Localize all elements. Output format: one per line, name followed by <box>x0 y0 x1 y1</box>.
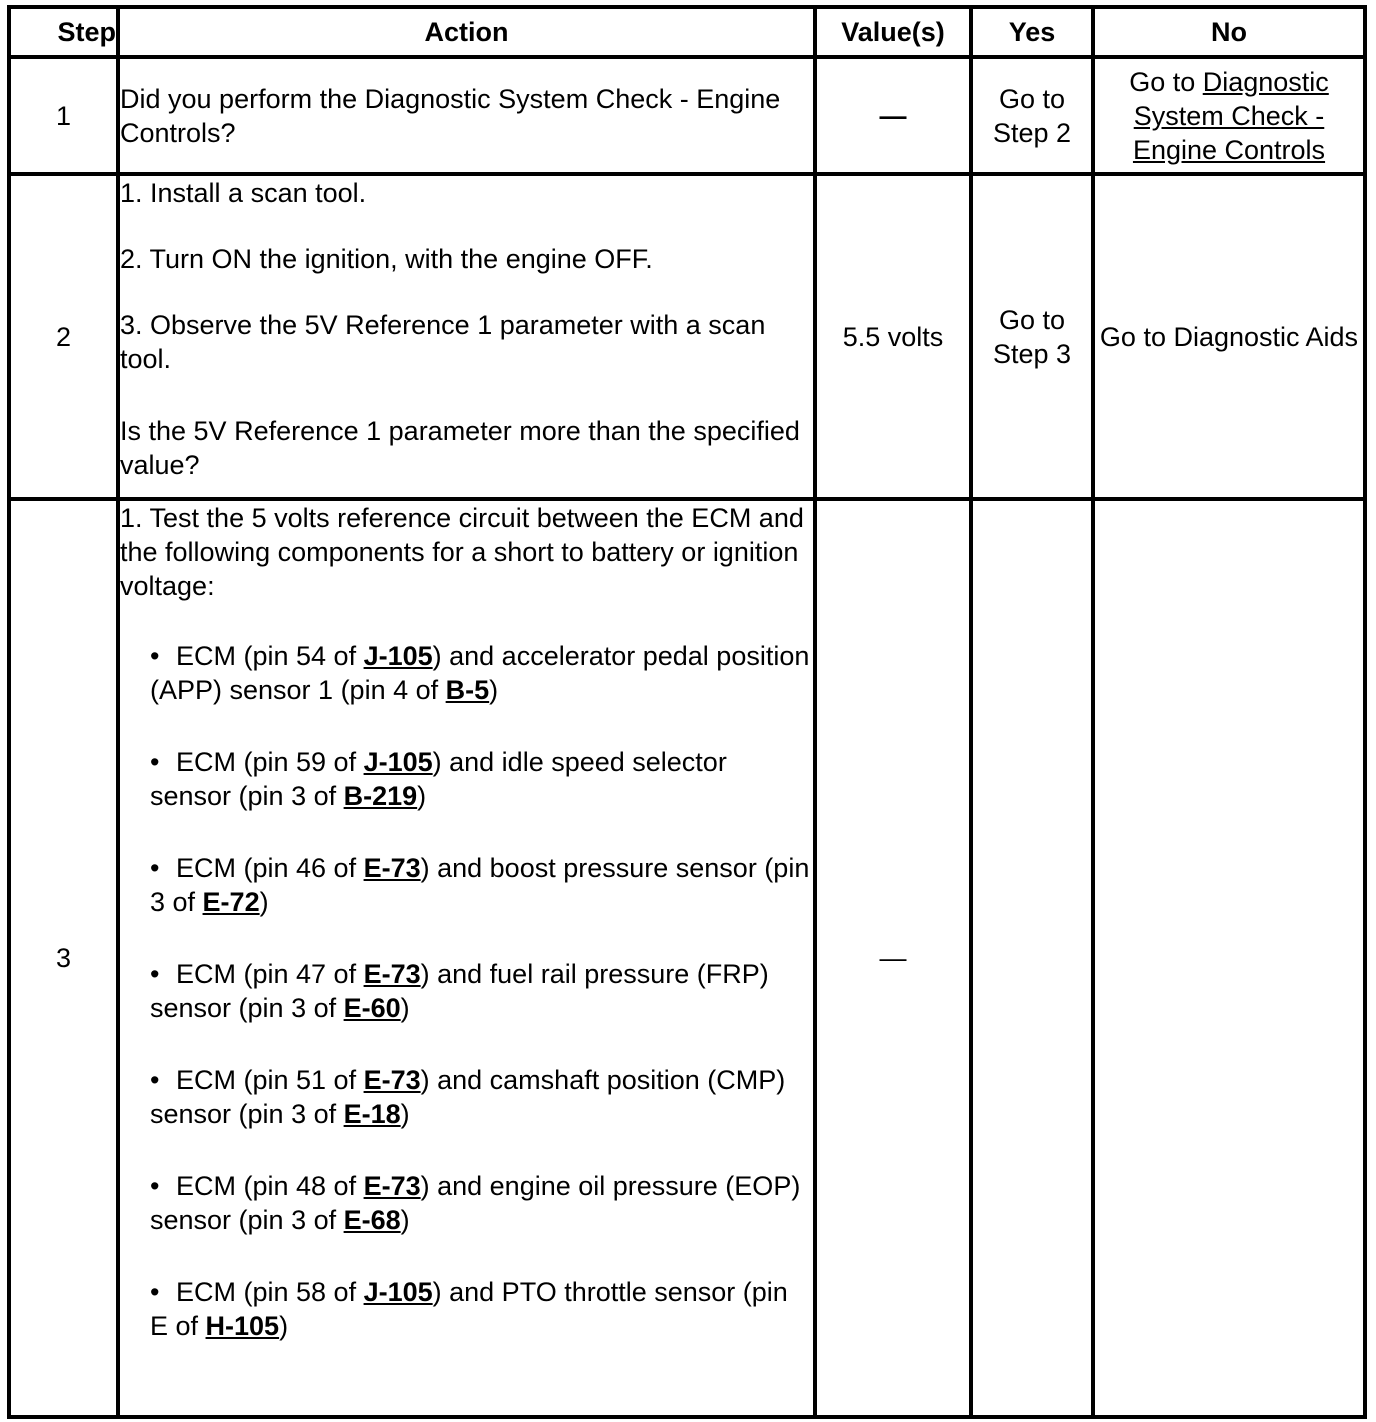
bullet-text: ) <box>259 887 269 917</box>
component-list-item <box>150 745 813 813</box>
step-number: 1 <box>9 57 118 174</box>
connector-ref-link[interactable]: J-105 <box>363 747 433 777</box>
connector-ref-link[interactable]: J-105 <box>363 641 433 671</box>
header-yes: Yes <box>971 7 1093 57</box>
bullet-text: ECM (pin 46 of <box>176 853 364 883</box>
component-list-item <box>150 1275 813 1343</box>
component-list-item <box>150 639 813 707</box>
connector-ref-link[interactable]: H-105 <box>205 1311 280 1341</box>
action-step-1: 1. Install a scan tool. <box>120 178 367 208</box>
bullet-text: ) <box>400 1205 410 1235</box>
action-intro: 1. Test the 5 volts reference circuit between the ECM and the following components for a short to battery or ignition voltage: <box>120 503 804 601</box>
header-step: Step <box>9 7 118 57</box>
action-text: Did you perform the Diagnostic System Check - Engine Controls? <box>120 83 781 148</box>
table-row <box>9 57 1365 174</box>
diagnostic-table <box>7 5 1367 1419</box>
bullet-icon: • <box>150 853 160 883</box>
bullet-text: ) and fuel rail pressure (FRP) sensor (pin 3 of <box>150 959 769 1023</box>
bullet-text: ) and PTO throttle sensor (pin E of <box>150 1277 788 1341</box>
no-prefix: Go to <box>1129 66 1203 97</box>
header-no: No <box>1093 7 1365 57</box>
header-row <box>9 7 1365 57</box>
diagnostic-system-check-link[interactable]: Diagnostic System Check - Engine Controls <box>1132 66 1329 165</box>
value-cell: — <box>815 499 971 1417</box>
action-step-2: 2. Turn ON the ignition, with the engine OFF. <box>120 244 653 274</box>
bullet-text: ) <box>400 1099 410 1129</box>
connector-ref-link[interactable]: E-73 <box>363 1065 421 1095</box>
yes-cell: Go to Step 2 <box>971 57 1093 174</box>
bullet-icon: • <box>150 1065 160 1095</box>
bullet-text: ) <box>400 993 410 1023</box>
bullet-text: ECM (pin 47 of <box>176 959 364 989</box>
bullet-text: ) and accelerator pedal position (APP) sensor 1 (pin 4 of <box>150 641 810 705</box>
table-row <box>9 174 1365 499</box>
bullet-text: ) and camshaft position (CMP) sensor (pin 3 of <box>150 1065 786 1129</box>
no-cell <box>1093 57 1365 174</box>
bullet-text: ECM (pin 59 of <box>176 747 364 777</box>
bullet-text: ) and boost pressure sensor (pin 3 of <box>150 853 810 917</box>
bullet-text: ) and engine oil pressure (EOP) sensor (pin 3 of <box>150 1171 801 1235</box>
component-list-item <box>150 851 813 919</box>
step-number: 2 <box>9 174 118 499</box>
step-number: 3 <box>9 499 118 1417</box>
component-list-item <box>150 1169 813 1237</box>
component-list <box>120 639 813 1343</box>
action-cell <box>118 499 815 1417</box>
bullet-icon: • <box>150 641 160 671</box>
action-cell <box>118 57 815 174</box>
bullet-icon: • <box>150 1171 160 1201</box>
action-question: Is the 5V Reference 1 parameter more than the specified value? <box>120 416 800 480</box>
table-row <box>9 499 1365 1417</box>
bullet-text: ) <box>489 675 499 705</box>
bullet-text: ) <box>279 1311 289 1341</box>
bullet-text: ) <box>417 781 427 811</box>
connector-ref-link[interactable]: E-73 <box>363 853 421 883</box>
connector-ref-link[interactable]: E-60 <box>343 993 401 1023</box>
no-cell <box>1093 499 1365 1417</box>
yes-cell <box>971 499 1093 1417</box>
connector-ref-link[interactable]: E-73 <box>363 959 421 989</box>
connector-ref-link[interactable]: J-105 <box>363 1277 433 1307</box>
bullet-text: ECM (pin 58 of <box>176 1277 364 1307</box>
bullet-icon: • <box>150 1277 160 1307</box>
connector-ref-link[interactable]: E-68 <box>343 1205 401 1235</box>
component-list-item <box>150 1063 813 1131</box>
value-cell: — <box>815 57 971 174</box>
header-action: Action <box>118 7 815 57</box>
bullet-icon: • <box>150 747 160 777</box>
action-cell <box>118 174 815 499</box>
no-cell: Go to Diagnostic Aids <box>1093 174 1365 499</box>
connector-ref-link[interactable]: E-18 <box>343 1099 401 1129</box>
header-values: Value(s) <box>815 7 971 57</box>
bullet-text: ECM (pin 48 of <box>176 1171 364 1201</box>
connector-ref-link[interactable]: E-73 <box>363 1171 421 1201</box>
bullet-text: ) and idle speed selector sensor (pin 3 of <box>150 747 727 811</box>
action-step-3: 3. Observe the 5V Reference 1 parameter with a scan tool. <box>120 310 766 374</box>
bullet-icon: • <box>150 959 160 989</box>
yes-cell: Go to Step 3 <box>971 174 1093 499</box>
connector-ref-link[interactable]: E-72 <box>202 887 260 917</box>
connector-ref-link[interactable]: B-219 <box>343 781 418 811</box>
value-cell: 5.5 volts <box>815 174 971 499</box>
component-list-item <box>150 957 813 1025</box>
bullet-text: ECM (pin 51 of <box>176 1065 364 1095</box>
connector-ref-link[interactable]: B-5 <box>445 675 490 705</box>
bullet-text: ECM (pin 54 of <box>176 641 364 671</box>
